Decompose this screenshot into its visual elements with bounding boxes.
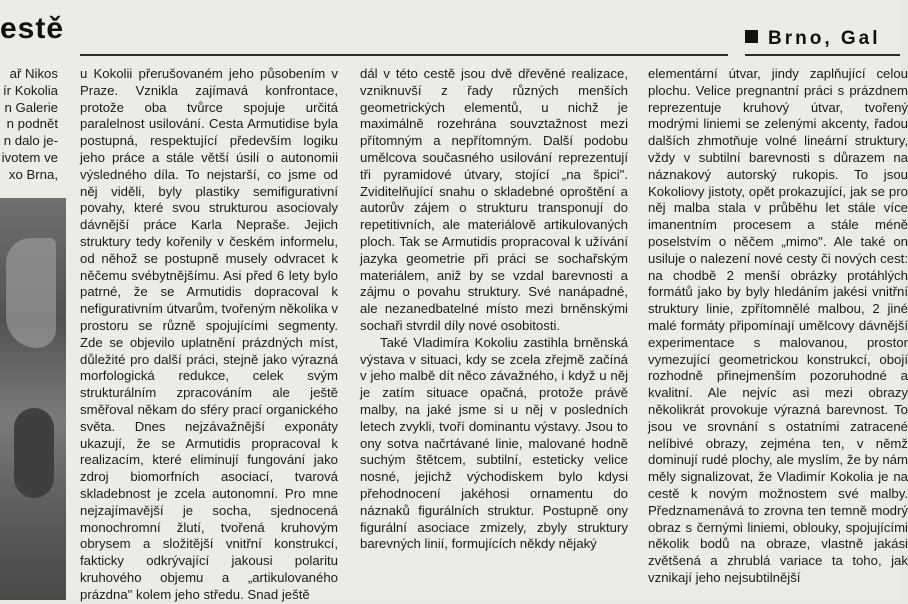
article-column-2 (360, 66, 628, 600)
fragment-line: n dalo je- (3, 133, 58, 149)
fragment-line: ař Nikos (9, 66, 58, 81)
fragment-line: ír Kokolia (3, 82, 58, 98)
article-column-fragment (0, 66, 58, 196)
paragraph: elementární útvar, jindy zaplňující celou plochu. Velice pregnantní práci s prázdnem reprezentuje kruhový útvar, tvořený modrými liniemi se zelenými akcenty, řadou dalších zhmotňuje volné lineární struktury, vždy v subtilní barevnosti s důrazem na náznakový autorský rukopis. To jsou Kokoliovy jistoty, opět prokazující, jak se pro něj malba stala v průběhu let stále více imanentním procesem a stále méně poselstvím o něčem „mimo". Ale také on usiluje o nalezení nové cesty či nových cest: na chodbě 2 menší obrázky protáhlých formátů jako by byly hledáním jakési vnitřní struktury linie, zpřítomnělé malbou, 2 jiné malé formáty připomínají umělcovy dávnější experimentace s malovanou, prostor vymezující geometrickou konstrukcí, obojí rozhodně přinejmenším pozoruhodné a kvalitní. Ale nejvíc asi mezi obrazy několikrát provokuje výrazná barevnost. To jsou ve srovnání s ostatními zatracené nelíbivé obrazy, zejména ten, v němž dominují rudé plochy, ale myslím, že by nám měly signalizovat, že Vladimír Kokolia je na cestě k novým možnostem své malby. Předznamenává to zrovna ten temně modrý obraz s černými liniemi, oblouky, spojujícími několik bodů na obraze, vlastně jakási zvětšená a zhrublá variace ta toho, jak vznikají jeho nejsubtilnější (648, 66, 908, 585)
article-column-1 (80, 66, 338, 600)
sculpture-photo (0, 198, 66, 600)
fragment-line: ivotem ve (1, 149, 58, 165)
photo-highlight (6, 238, 56, 348)
fragment-line: n Galerie (4, 99, 58, 115)
paragraph: dál v této cestě jsou dvě dřevěné realizace, vzniknuvší z řady různých menších geometrických elementů, u nichž je maximálně rozehrána souvztažnost mezi přítomným a nepřítomným. Další podobu umělcova současného usilování reprezentují tři pyramidové útvary, stojící „na špici". Zviditelňující snahu o skladebné oproštění a autorův zájem o strukturu transponují do repetitivních, ale materiálově artikulovaných ploch. Tak se Armutidis propracoval k užívání jazyka geometrie při práci se sochařským materiálem, aniž by se vzdal barevnosti a zájmu o povahu struktury. Své nanápadné, ale nezanedbatelné místo mezi brněnskými sochaři stvrdil díly nové osobitosti. (360, 66, 628, 333)
paragraph: Také Vladimíra Kokoliu zastihla brněnská výstava v situaci, kdy se zcela zřejmě začíná v jeho malbě dít něco závažného, i když u něj je zatím situace opačná, protože právě malby, na jaké jsme si u něj v posledních letech zvykli, tvoří dominantu výstavy. Jsou to ony sotva načrtávané linie, malované hodně suchým štětcem, subtilní, esteticky velice nosné, jejichž východiskem bylo kdysi přehodnocení jakéhosi ornamentu do náznaků figurálních struktur. Postupně ony figurální asociace zmizely, zbyly struktury barevných linií, formujících někdy nějaký (360, 334, 628, 552)
square-bullet-icon (745, 30, 758, 43)
location-title: Brno, Gal (768, 28, 881, 49)
fragment-line: n podnět (6, 116, 58, 132)
photo-shadow (14, 408, 54, 498)
paragraph: u Kokolii přerušovaném jeho působením v Praze. Vznikla zajímavá konfrontace, protože oba tvůrce spojuje určitá paralelnost usilování. Cesta Armutidise byla postupná, respektující především logiku jeho práce a stále větší úsilí o autonomii výsledného díla. To nejstarší, co jsme od něj viděli, byly plastiky semifigurativní povahy, které svou strukturou asociovaly dávnější práce Karla Nepraše. Jejich struktury tedy kořenily v českém informelu, od něhož se postupně musely odvracet k něčemu svébytnějšímu. Asi před 6 lety bylo patrné, že se Armutidis dopracoval k nefigurativním útvarům, tvořeným několika v prostoru se různě spojujícími segmenty. Zde se objevilo uplatnění prázdných míst, důležité pro další práci, stejně jako výrazná morfologická redukce, celek svým strukturálním zpracováním ale ještě směřoval někam do sféry prací organického světa. Dnes nejzávažnější exponáty ukazují, že se Armutidis propracoval k realizacím, které eliminují fungování jako zdroj biomorfních asociací, tvarová skladebnost je zcela autonomní. Pro mne nejzajímavější je socha, sjednocená monochromní žlutí, tvořená kruhovým obrysem a složitější vnitřní konstrukcí, fakticky odkrývající jakousi polaritu kruhového objemu a „artikulovaného prázdna" kolem jeho středu. Snad ještě (80, 66, 338, 602)
section-title-left: estě (0, 12, 65, 45)
fragment-line: xo Brna, (8, 166, 58, 182)
header-rule-left (80, 54, 728, 56)
article-column-3 (648, 66, 908, 600)
header-rule-right (745, 54, 900, 56)
section-title-right (745, 28, 881, 50)
